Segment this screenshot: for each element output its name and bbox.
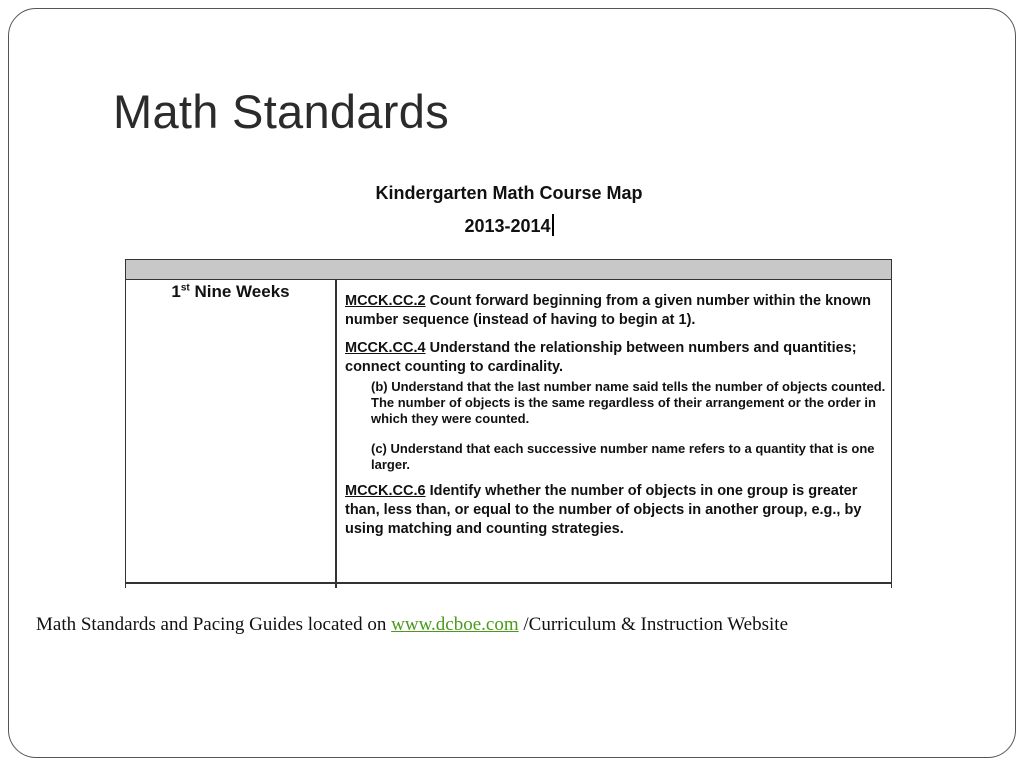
standard-cc2: [345, 292, 890, 330]
table-header-bar: [126, 260, 891, 280]
standard-code: MCCK.CC.2: [345, 293, 426, 309]
standard-text: Identify whether the number of objects in one group is greater than, less than, or equal to the number of objects in another group, e.g., by using matching and counting strategies.: [345, 483, 862, 537]
dcboe-link[interactable]: www.dcboe.com: [391, 614, 519, 635]
sub-standard-c: (c) Understand that each successive number name refers to a quantity that is one larger.: [371, 441, 875, 472]
row-divider: [126, 582, 891, 584]
slide-title: Math Standards: [113, 85, 449, 138]
footer-caption: [36, 614, 788, 636]
course-map-document: [124, 176, 894, 588]
standard-code: MCCK.CC.6: [345, 483, 426, 499]
standard-text: Count forward beginning from a given number within the known number sequence (instead of having to begin at 1).: [345, 293, 872, 328]
column-divider: [335, 279, 337, 588]
standards-cell: [345, 292, 890, 548]
standard-code: MCCK.CC.4: [345, 340, 426, 356]
standard-cc6: [345, 482, 890, 539]
text-cursor: [552, 214, 554, 236]
course-map-year: [124, 214, 894, 237]
period-label: [126, 282, 335, 302]
standard-text: Understand the relationship between numbers and quantities; connect counting to cardinality.: [345, 340, 857, 375]
footer-prefix: Math Standards and Pacing Guides located on: [36, 614, 392, 635]
standard-cc4: [345, 339, 890, 473]
year-text: 2013-2014: [464, 216, 551, 236]
period-number: 1: [171, 282, 181, 301]
course-map-heading: Kindergarten Math Course Map: [375, 183, 643, 203]
footer-suffix: /Curriculum & Instruction Website: [518, 614, 788, 635]
course-map-table: [125, 259, 892, 588]
period-suffix: st: [180, 282, 190, 294]
sub-standard-b: (b) Understand that the last number name said tells the number of objects counted. The number of objects is the same regardless of their arrangement or the order in which they were counted.: [371, 379, 886, 426]
period-text: Nine Weeks: [189, 282, 290, 301]
